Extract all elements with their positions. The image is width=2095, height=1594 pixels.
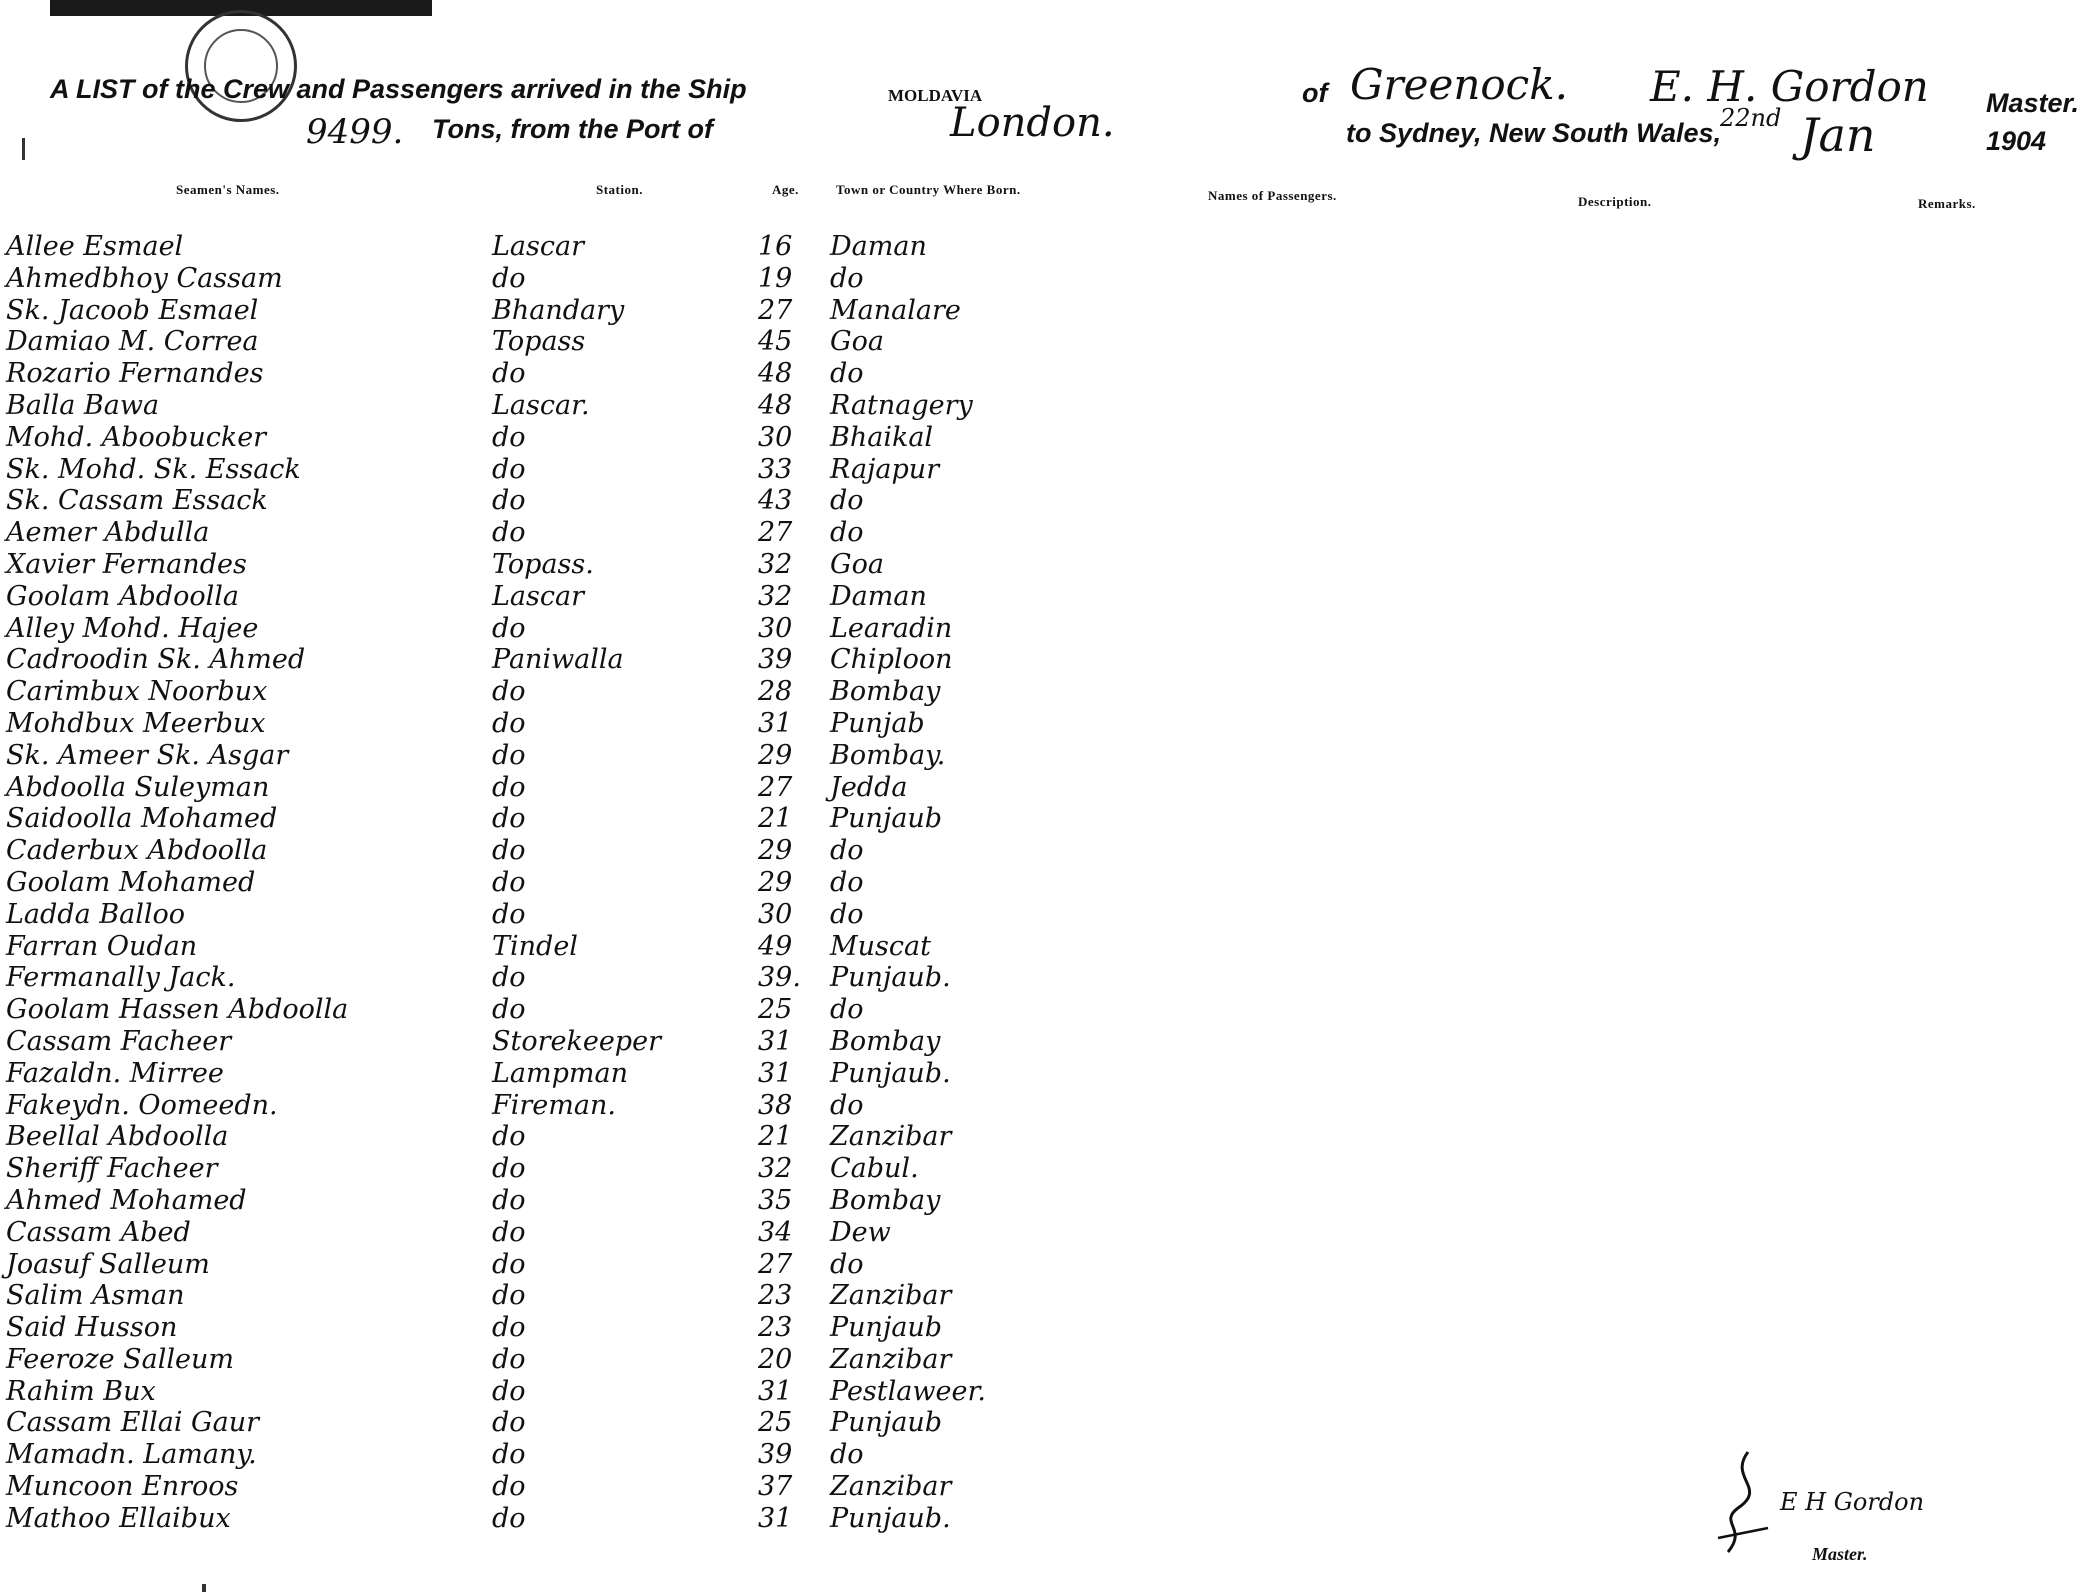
station: Lampman (492, 1057, 629, 1089)
station: do (492, 994, 526, 1026)
crew-row (0, 1313, 1100, 1345)
station: do (492, 453, 526, 485)
station: do (492, 1312, 526, 1344)
master-label: Master. (1986, 88, 2080, 118)
crew-row (0, 1504, 1100, 1536)
crew-row (0, 486, 1100, 518)
town-born: Punjab (830, 707, 925, 739)
station: do (492, 1439, 526, 1471)
town-born: do (830, 517, 864, 549)
crew-row (0, 1218, 1100, 1250)
town-born: Punjaub. (830, 1502, 951, 1534)
master-signature: E H Gordon (1780, 1488, 1925, 1516)
crew-row (0, 550, 1100, 582)
town-born: Punjaub. (830, 1057, 951, 1089)
town-born: do (830, 1439, 864, 1471)
crew-row (0, 614, 1100, 646)
crew-row (0, 1408, 1100, 1440)
seaman-name: Goolam Hassen Abdoolla (6, 994, 349, 1026)
age: 20 (758, 1343, 793, 1375)
shipping-office-stamp (185, 10, 297, 122)
crew-row (0, 264, 1100, 296)
age: 23 (758, 1280, 793, 1312)
age: 32 (758, 1153, 793, 1185)
crew-row (0, 1059, 1100, 1091)
town-born: Learadin (830, 612, 953, 644)
station: do (492, 1407, 526, 1439)
station: do (492, 1471, 526, 1503)
column-description: Description. (1578, 194, 1652, 209)
age: 29 (758, 866, 793, 898)
town-born: Bombay (830, 1184, 941, 1216)
crew-row (0, 391, 1100, 423)
station: do (492, 676, 526, 708)
age: 27 (758, 1248, 793, 1280)
crew-row (0, 296, 1100, 328)
age: 32 (758, 580, 793, 612)
town-born: do (830, 1248, 864, 1280)
seaman-name: Muncoon Enroos (6, 1471, 239, 1503)
crew-list (0, 232, 1100, 1536)
station: do (492, 898, 526, 930)
crew-row (0, 995, 1100, 1027)
seaman-name: Salim Asman (6, 1280, 185, 1312)
town-born: Dew (830, 1216, 891, 1248)
column-remarks: Remarks. (1918, 196, 1976, 211)
age: 48 (758, 358, 793, 390)
town-born: Bombay (830, 1025, 941, 1057)
seaman-name: Fermanally Jack. (6, 962, 236, 994)
age: 32 (758, 548, 793, 580)
town-born: Zanzibar (830, 1280, 952, 1312)
town-born: Jedda (830, 771, 908, 803)
station: do (492, 1375, 526, 1407)
crew-row (0, 359, 1100, 391)
station: do (492, 1280, 526, 1312)
age: 33 (758, 453, 793, 485)
station: do (492, 1343, 526, 1375)
crew-row (0, 1027, 1100, 1059)
seaman-name: Said Husson (6, 1312, 178, 1344)
crew-row (0, 741, 1100, 773)
tons-from-port-label: Tons, from the Port of (432, 114, 713, 144)
age: 25 (758, 1407, 793, 1439)
column-town-born: Town or Country Where Born. (836, 182, 1021, 197)
station: do (492, 485, 526, 517)
seaman-name: Joasuf Salleum (6, 1248, 210, 1280)
seaman-name: Saidoolla Mohamed (6, 803, 278, 835)
crew-row (0, 868, 1100, 900)
town-born: Zanzibar (830, 1471, 952, 1503)
age: 37 (758, 1471, 793, 1503)
crew-row (0, 963, 1100, 995)
station: do (492, 262, 526, 294)
age: 19 (758, 262, 793, 294)
age: 31 (758, 707, 793, 739)
seaman-name: Damiao M. Correa (6, 326, 259, 358)
station: Topass. (492, 548, 594, 580)
station: Tindel (492, 930, 578, 962)
age: 25 (758, 994, 793, 1026)
margin-mark (202, 1584, 206, 1592)
station: do (492, 1502, 526, 1534)
age: 43 (758, 485, 793, 517)
seaman-name: Mamadn. Lamany. (6, 1439, 257, 1471)
town-born: do (830, 866, 864, 898)
crew-row (0, 677, 1100, 709)
seaman-name: Fazaldn. Mirree (6, 1057, 224, 1089)
master-signature-label: Master. (1812, 1544, 1868, 1564)
seaman-name: Cassam Abed (6, 1216, 191, 1248)
seaman-name: Goolam Mohamed (6, 866, 256, 898)
crew-row (0, 1472, 1100, 1504)
age: 30 (758, 898, 793, 930)
crew-row (0, 327, 1100, 359)
town-born: Muscat (830, 930, 931, 962)
column-seamens-names: Seamen's Names. (176, 182, 280, 197)
crew-row (0, 804, 1100, 836)
column-age: Age. (772, 182, 799, 197)
town-born: do (830, 835, 864, 867)
town-born: Zanzibar (830, 1121, 952, 1153)
seaman-name: Aemer Abdulla (6, 517, 210, 549)
seaman-name: Xavier Fernandes (6, 548, 247, 580)
age: 35 (758, 1184, 793, 1216)
station: do (492, 707, 526, 739)
seaman-name: Carimbux Noorbux (6, 676, 268, 708)
station: do (492, 803, 526, 835)
age: 23 (758, 1312, 793, 1344)
seaman-name: Caderbux Abdoolla (6, 835, 268, 867)
ship-name: MOLDAVIA (888, 86, 983, 105)
seaman-name: Sk. Ameer Sk. Asgar (6, 739, 289, 771)
town-born: do (830, 1089, 864, 1121)
town-born: Cabul. (830, 1153, 919, 1185)
age: 34 (758, 1216, 793, 1248)
station: do (492, 612, 526, 644)
age: 29 (758, 835, 793, 867)
town-born: do (830, 994, 864, 1026)
seaman-name: Alley Mohd. Hajee (6, 612, 259, 644)
age: 49 (758, 930, 793, 962)
port-from: London. (950, 100, 1115, 146)
crew-row (0, 518, 1100, 550)
town-born: Punjaub (830, 1312, 943, 1344)
crew-row (0, 423, 1100, 455)
crew-row (0, 1377, 1100, 1409)
age: 30 (758, 612, 793, 644)
town-born: do (830, 898, 864, 930)
station: do (492, 739, 526, 771)
town-born: Goa (830, 326, 884, 358)
station: do (492, 421, 526, 453)
town-born: Daman (830, 231, 927, 262)
station: do (492, 1216, 526, 1248)
seaman-name: Rahim Bux (6, 1375, 156, 1407)
age: 21 (758, 1121, 793, 1153)
seaman-name: Mathoo Ellaibux (6, 1502, 231, 1534)
seaman-name: Fakeydn. Oomeedn. (6, 1089, 278, 1121)
age: 31 (758, 1025, 793, 1057)
crew-row (0, 1345, 1100, 1377)
age: 21 (758, 803, 793, 835)
station: do (492, 1153, 526, 1185)
age: 27 (758, 294, 793, 326)
town-born: Punjaub (830, 803, 943, 835)
station: Lascar. (492, 389, 590, 421)
age: 31 (758, 1057, 793, 1089)
crew-row (0, 900, 1100, 932)
seaman-name: Sk. Jacoob Esmael (6, 294, 259, 326)
seaman-name: Cassam Ellai Gaur (6, 1407, 260, 1439)
town-born: Pestlaweer. (830, 1375, 986, 1407)
age: 45 (758, 326, 793, 358)
crew-row (0, 773, 1100, 805)
seaman-name: Cadroodin Sk. Ahmed (6, 644, 306, 676)
seaman-name: Sk. Mohd. Sk. Essack (6, 453, 301, 485)
tonnage: 9499. (306, 112, 404, 152)
crew-row (0, 836, 1100, 868)
town-born: do (830, 358, 864, 390)
town-born: Bhaikal (830, 421, 934, 453)
age: 39. (758, 962, 801, 994)
station: Paniwalla (492, 644, 624, 676)
age: 27 (758, 771, 793, 803)
town-born: Bombay. (830, 739, 946, 771)
station: do (492, 1121, 526, 1153)
age: 28 (758, 676, 793, 708)
town-born: Chiploon (830, 644, 953, 676)
crew-row (0, 455, 1100, 487)
station: do (492, 1248, 526, 1280)
age: 39 (758, 644, 793, 676)
town-born: Goa (830, 548, 884, 580)
station: Storekeeper (492, 1025, 661, 1057)
seaman-name: Feeroze Salleum (6, 1343, 234, 1375)
station: do (492, 771, 526, 803)
crew-row (0, 932, 1100, 964)
crew-row (0, 232, 1100, 264)
date-month: Jan (1800, 108, 1876, 162)
seaman-name: Abdoolla Suleyman (6, 771, 270, 803)
station: do (492, 866, 526, 898)
of-label: of (1302, 78, 1328, 108)
age: 27 (758, 517, 793, 549)
town-born: do (830, 485, 864, 517)
crew-row (0, 1122, 1100, 1154)
seaman-name: Sheriff Facheer (6, 1153, 218, 1185)
crew-row (0, 582, 1100, 614)
station: do (492, 962, 526, 994)
age: 30 (758, 421, 793, 453)
seaman-name: Ahmed Mohamed (6, 1184, 247, 1216)
seaman-name: Ahmedbhoy Cassam (6, 262, 283, 294)
age: 38 (758, 1089, 793, 1121)
age: 31 (758, 1375, 793, 1407)
age: 39 (758, 1439, 793, 1471)
margin-mark (22, 138, 25, 160)
seaman-name: Farran Oudan (6, 930, 198, 962)
crew-row (0, 1281, 1100, 1313)
seaman-name: Goolam Abdoolla (6, 580, 239, 612)
seaman-name: Cassam Facheer (6, 1025, 232, 1057)
station: do (492, 835, 526, 867)
year: 1904 (1986, 126, 2047, 156)
crew-row (0, 1154, 1100, 1186)
crew-row (0, 645, 1100, 677)
destination: to Sydney, New South Wales, (1346, 118, 1722, 148)
seaman-name: Balla Bawa (6, 389, 160, 421)
seaman-name: Ladda Balloo (6, 898, 185, 930)
seaman-name: Sk. Cassam Essack (6, 485, 268, 517)
station: Topass (492, 326, 586, 358)
crew-row (0, 709, 1100, 741)
crew-row (0, 1091, 1100, 1123)
town-born: Bombay (830, 676, 941, 708)
town-born: Rajapur (830, 453, 940, 485)
station: do (492, 358, 526, 390)
seaman-name: Allee Esmael (6, 231, 184, 262)
crew-row (0, 1186, 1100, 1218)
station: do (492, 517, 526, 549)
town-born: Zanzibar (830, 1343, 952, 1375)
seaman-name: Beellal Abdoolla (6, 1121, 229, 1153)
seaman-name: Rozario Fernandes (6, 358, 264, 390)
age: 48 (758, 389, 793, 421)
crew-row (0, 1250, 1100, 1282)
town-born: do (830, 262, 864, 294)
station: Lascar (492, 231, 585, 262)
column-passengers: Names of Passengers. (1208, 188, 1337, 203)
town-born: Manalare (830, 294, 961, 326)
age: 29 (758, 739, 793, 771)
town-born: Punjaub. (830, 962, 951, 994)
town-born: Punjaub (830, 1407, 943, 1439)
town-born: Ratnagery (830, 389, 973, 421)
station: do (492, 1184, 526, 1216)
age: 31 (758, 1502, 793, 1534)
master-name: E. H. Gordon (1650, 62, 1929, 111)
port-of-registry: Greenock. (1350, 60, 1568, 109)
station: Bhandary (492, 294, 625, 326)
crew-row (0, 1440, 1100, 1472)
signature-flourish (1708, 1448, 1788, 1558)
seaman-name: Mohd. Aboobucker (6, 421, 267, 453)
list-title: A LIST of the Crew and Passengers arrived in the Ship (50, 74, 747, 104)
station: Lascar (492, 580, 585, 612)
town-born: Daman (830, 580, 927, 612)
seaman-name: Mohdbux Meerbux (6, 707, 266, 739)
station: Fireman. (492, 1089, 616, 1121)
date-day: 22nd (1720, 104, 1782, 132)
age: 16 (758, 231, 793, 262)
column-station: Station. (596, 182, 643, 197)
